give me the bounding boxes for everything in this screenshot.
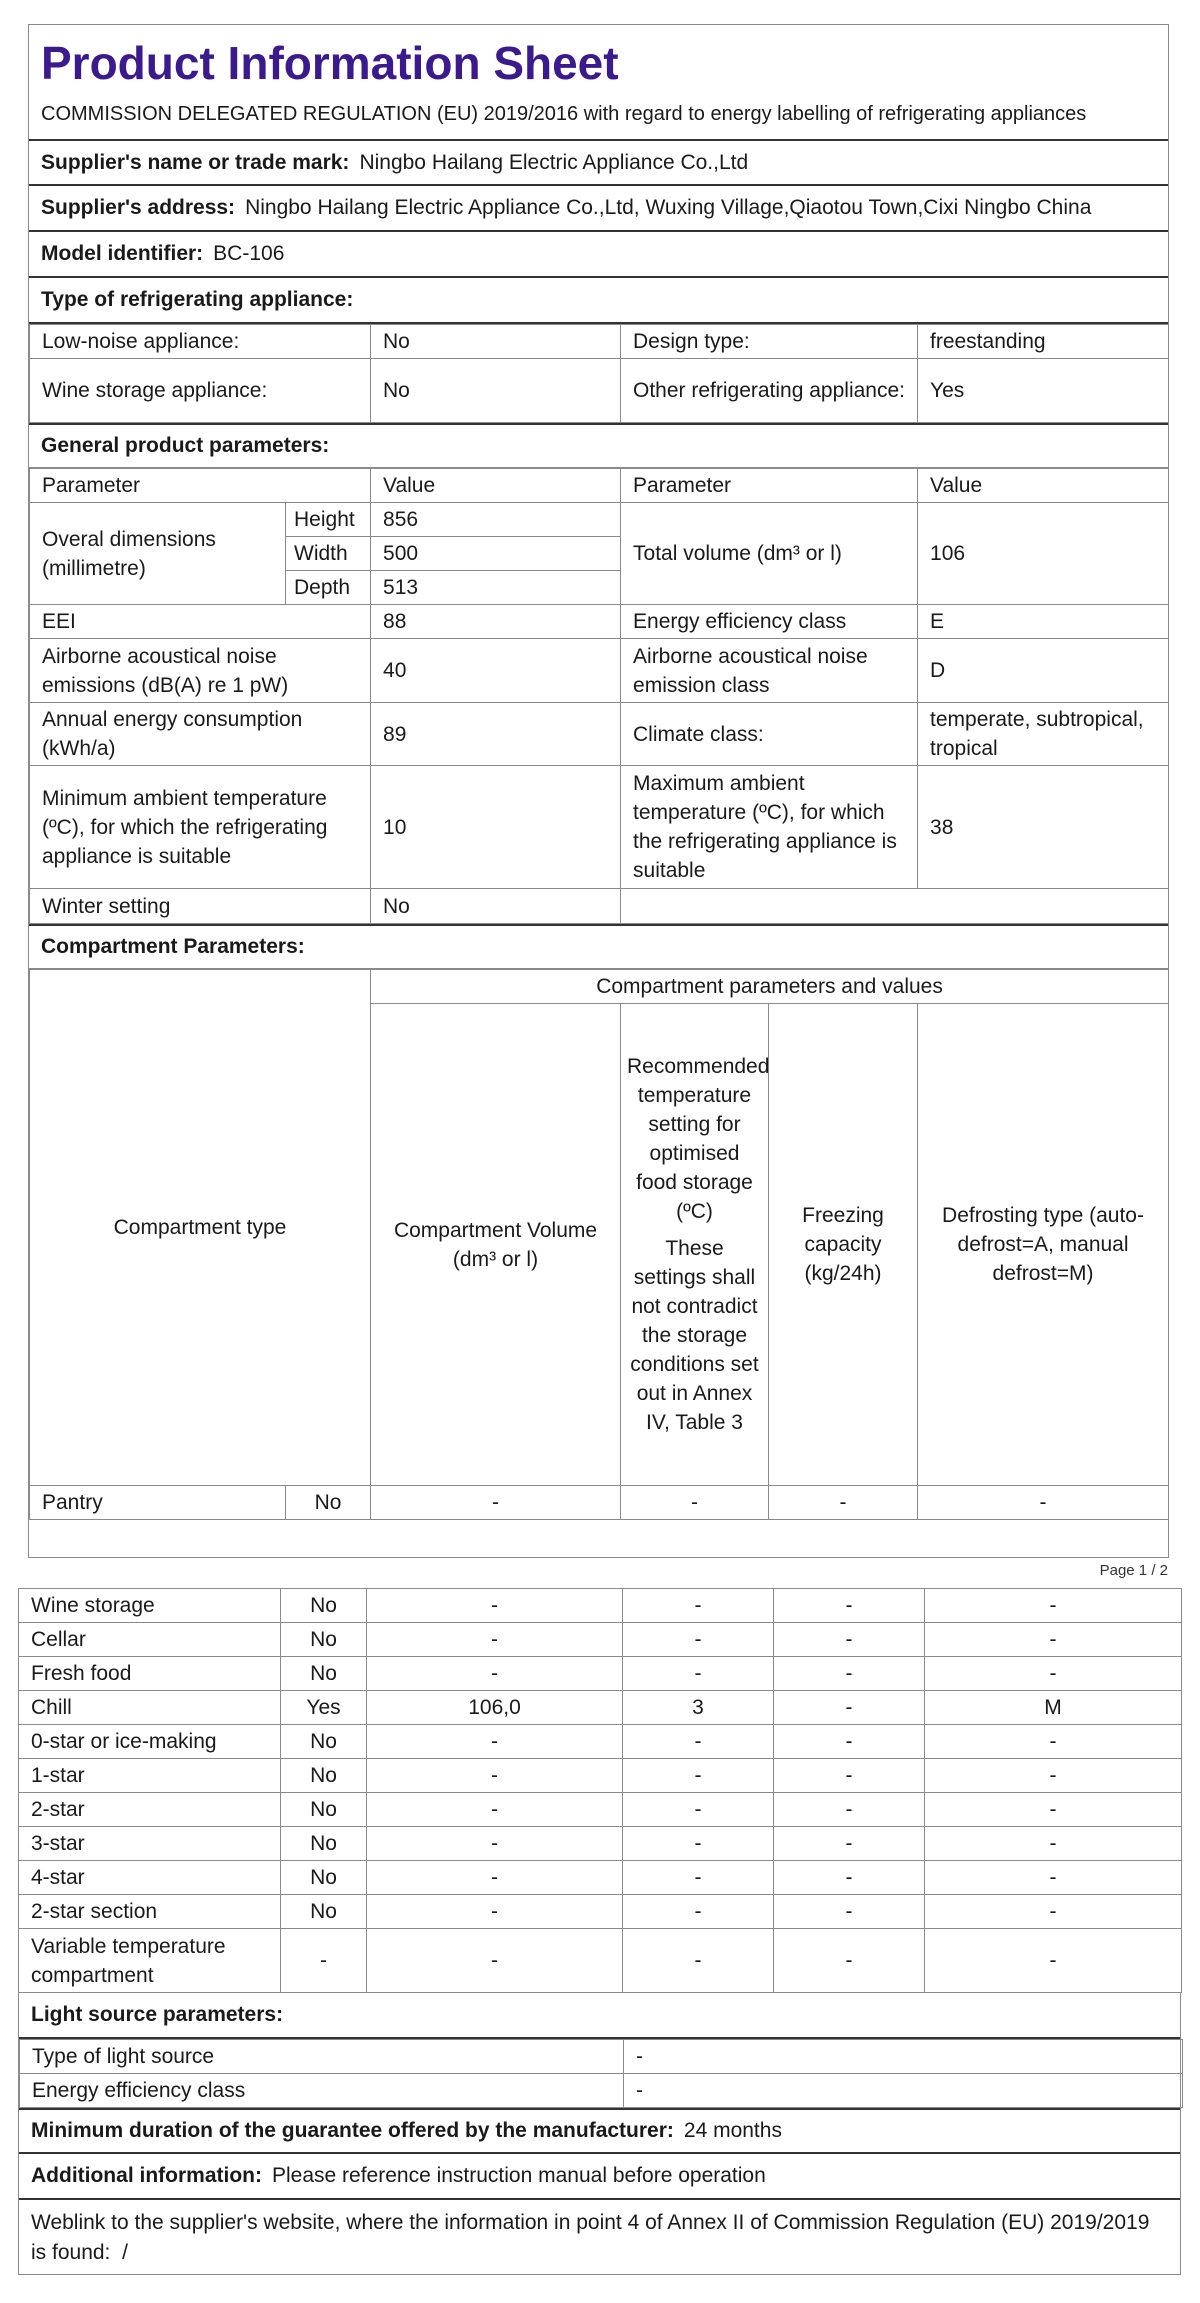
regulation-subtitle: COMMISSION DELEGATED REGULATION (EU) 2019/2016 with regard to energy labelling of refrigerating appliances: [41, 103, 1087, 125]
noise-class-label: Airborne acoustical noise emission class: [621, 639, 918, 703]
compartment-freeze: -: [774, 1861, 925, 1895]
climate-class-label: Climate class:: [621, 703, 918, 766]
table-row: [30, 359, 1169, 423]
page-one: [28, 24, 1169, 1558]
supplier-name-label: Supplier's name or trade mark:: [41, 150, 350, 174]
table-row: [30, 889, 1169, 924]
value-header: Value: [371, 469, 621, 503]
table-row: [19, 1623, 1182, 1657]
compartment-temp: -: [623, 1657, 774, 1691]
appliance-type-table: [29, 324, 1169, 423]
compartment-temp: 3: [623, 1691, 774, 1725]
compartment-vol: -: [367, 1589, 623, 1623]
table-row: [30, 703, 1169, 766]
compartment-present: No: [281, 1657, 367, 1691]
table-row: [19, 1589, 1182, 1623]
winter-setting-value: No: [371, 889, 621, 924]
compartment-vol: 106,0: [367, 1691, 623, 1725]
table-row: Pantry No - - - -: [30, 1486, 1169, 1520]
compartment-present: No: [281, 1759, 367, 1793]
document-header: [29, 25, 1168, 141]
model-identifier-value: BC-106: [213, 242, 285, 265]
compartment-defrost: -: [925, 1861, 1182, 1895]
compartment-name: Chill: [19, 1691, 281, 1725]
eei-label: EEI: [30, 605, 371, 639]
parameter-header: Parameter: [621, 469, 918, 503]
compartment-present: No: [281, 1895, 367, 1929]
compartment-defrost: M: [925, 1691, 1182, 1725]
compartment-name: Fresh food: [19, 1657, 281, 1691]
light-source-table: [19, 2039, 1183, 2108]
table-row: [30, 766, 1169, 889]
total-volume-label: Total volume (dm³ or l): [621, 503, 918, 605]
max-ambient-temp-value: 38: [918, 766, 1169, 889]
model-identifier-row: [29, 232, 1168, 278]
compartment-vol: -: [367, 1827, 623, 1861]
defrosting-type-header: Defrosting type (auto-defrost=A, manual defrost=M): [918, 1004, 1169, 1486]
light-class-label: Energy efficiency class: [20, 2074, 624, 2108]
annual-energy-label: Annual energy consumption (kWh/a): [30, 703, 371, 766]
supplier-address-label: Supplier's address:: [41, 196, 236, 219]
compartment-section-heading: Compartment Parameters:: [29, 924, 1168, 969]
guarantee-row: [19, 2108, 1180, 2154]
compartment-name: 2-star: [19, 1793, 281, 1827]
table-row: [19, 1691, 1182, 1725]
table-row: [19, 1929, 1182, 1993]
compartment-freeze: -: [774, 1895, 925, 1929]
freezing-capacity-header: Freezing capacity (kg/24h): [769, 1004, 918, 1486]
compartment-defrost: -: [925, 1657, 1182, 1691]
compartment-vol: -: [367, 1759, 623, 1793]
compartment-present: No: [281, 1623, 367, 1657]
weblink-row: [19, 2200, 1180, 2274]
compartment-defrost: -: [925, 1929, 1182, 1993]
compartment-temp: -: [623, 1589, 774, 1623]
compartment-present: No: [281, 1793, 367, 1827]
height-value: 856: [371, 503, 621, 537]
compartment-temp: -: [623, 1895, 774, 1929]
compartment-name: Variable temperature compartment: [19, 1929, 281, 1993]
page-title: Product Information Sheet: [41, 37, 619, 89]
compartment-temp: -: [623, 1725, 774, 1759]
depth-value: 513: [371, 571, 621, 605]
max-ambient-temp-label: Maximum ambient temperature (ºC), for which the refrigerating appliance is suitable: [621, 766, 918, 889]
compartment-defrost: -: [925, 1623, 1182, 1657]
table-row: [19, 1793, 1182, 1827]
compartment-type-header: Compartment type: [30, 970, 371, 1486]
compartment-vol: -: [367, 1861, 623, 1895]
compartment-name: Wine storage: [19, 1589, 281, 1623]
width-value: 500: [371, 537, 621, 571]
other-appliance-value: Yes: [918, 359, 1169, 423]
height-label: Height: [286, 503, 371, 537]
temperature-header: Recommended temperature setting for optimised food storage (ºC) These settings shall not contradict the storage conditions set out in Annex IV, Table 3: [621, 1004, 769, 1486]
supplier-name-value: Ningbo Hailang Electric Appliance Co.,Ltd: [359, 150, 749, 174]
compartment-defrost: -: [925, 1827, 1182, 1861]
climate-class-value: temperate, subtropical, tropical: [918, 703, 1169, 766]
wine-storage-value: No: [371, 359, 621, 423]
table-row: [30, 503, 1169, 537]
design-type-label: Design type:: [621, 325, 918, 359]
supplier-name-row: [29, 141, 1168, 186]
additional-info-row: [19, 2154, 1180, 2200]
compartment-present: No: [281, 1589, 367, 1623]
compartment-freeze: -: [774, 1793, 925, 1827]
table-row: [30, 325, 1169, 359]
parameter-header: Parameter: [30, 469, 371, 503]
general-parameters-table: [29, 468, 1169, 924]
compartment-vol: -: [367, 1623, 623, 1657]
compartment-temp: -: [623, 1827, 774, 1861]
compartment-freeze: -: [774, 1725, 925, 1759]
noise-class-value: D: [918, 639, 1169, 703]
light-section: [18, 1993, 1181, 2275]
compartment-freeze: -: [774, 1623, 925, 1657]
energy-class-value: E: [918, 605, 1169, 639]
page-two: [18, 1588, 1181, 2278]
compartment-table-page1: [29, 969, 1169, 1520]
compartment-defrost: -: [925, 1895, 1182, 1929]
eei-value: 88: [371, 605, 621, 639]
table-row: [30, 970, 1169, 1004]
compartment-table-page2: [18, 1588, 1182, 1993]
table-row: [19, 1827, 1182, 1861]
compartment-defrost: -: [925, 1725, 1182, 1759]
table-row: [20, 2040, 1183, 2074]
table-row: [19, 1861, 1182, 1895]
min-ambient-temp-label: Minimum ambient temperature (ºC), for which the refrigerating appliance is suitable: [30, 766, 371, 889]
compartment-present: -: [281, 1929, 367, 1993]
weblink-value[interactable]: /: [122, 2241, 128, 2264]
compartment-present: No: [286, 1486, 371, 1520]
table-row: [19, 1725, 1182, 1759]
energy-class-label: Energy efficiency class: [621, 605, 918, 639]
compartment-freeze: -: [774, 1657, 925, 1691]
volume-header: Compartment Volume (dm³ or l): [371, 1004, 621, 1486]
table-row: [20, 2074, 1183, 2108]
type-section-heading: Type of refrigerating appliance:: [29, 278, 1168, 324]
model-identifier-label: Model identifier:: [41, 242, 204, 265]
weblink-text: Weblink to the supplier's website, where the information in point 4 of Annex II of Commission Regulation (EU) 2019/2019 is found:: [31, 2211, 1150, 2264]
compartment-name: 0-star or ice-making: [19, 1725, 281, 1759]
table-row: [30, 639, 1169, 703]
compartment-freeze: -: [774, 1691, 925, 1725]
light-type-value: -: [624, 2040, 1183, 2074]
compartment-defrost: -: [925, 1759, 1182, 1793]
supplier-address-value: Ningbo Hailang Electric Appliance Co.,Ltd, Wuxing Village,Qiaotou Town,Cixi Ningbo China: [245, 196, 1092, 219]
compartment-name: 3-star: [19, 1827, 281, 1861]
additional-info-value: Please reference instruction manual before operation: [271, 2164, 766, 2187]
winter-setting-label: Winter setting: [30, 889, 371, 924]
general-section-heading: General product parameters:: [29, 423, 1168, 468]
light-type-label: Type of light source: [20, 2040, 624, 2074]
wine-storage-label: Wine storage appliance:: [30, 359, 371, 423]
width-label: Width: [286, 537, 371, 571]
compartment-vol: -: [367, 1657, 623, 1691]
total-volume-value: 106: [918, 503, 1169, 605]
low-noise-value: No: [371, 325, 621, 359]
depth-label: Depth: [286, 571, 371, 605]
annual-energy-value: 89: [371, 703, 621, 766]
table-row: [19, 1759, 1182, 1793]
table-row: [19, 1895, 1182, 1929]
compartment-group-header: Compartment parameters and values: [371, 970, 1169, 1004]
compartment-temp: -: [623, 1929, 774, 1993]
compartment-vol: -: [367, 1793, 623, 1827]
compartment-present: No: [281, 1725, 367, 1759]
guarantee-value: 24 months: [683, 2119, 782, 2142]
compartment-name: 4-star: [19, 1861, 281, 1895]
compartment-name: Cellar: [19, 1623, 281, 1657]
compartment-vol: -: [367, 1725, 623, 1759]
light-section-heading: Light source parameters:: [19, 1993, 1180, 2039]
min-ambient-temp-value: 10: [371, 766, 621, 889]
compartment-freeze: -: [774, 1589, 925, 1623]
table-row: [19, 1657, 1182, 1691]
other-appliance-label: Other refrigerating appliance:: [621, 359, 918, 423]
compartment-defrost: -: [925, 1589, 1182, 1623]
low-noise-label: Low-noise appliance:: [30, 325, 371, 359]
table-row: [30, 605, 1169, 639]
compartment-vol: -: [367, 1929, 623, 1993]
compartment-present: No: [281, 1861, 367, 1895]
supplier-address-row: [29, 186, 1168, 232]
additional-info-label: Additional information:: [31, 2164, 262, 2187]
compartment-defrost: -: [925, 1793, 1182, 1827]
compartment-vol: -: [367, 1895, 623, 1929]
page-number: Page 1 / 2: [1099, 1562, 1168, 1579]
compartment-present: No: [281, 1827, 367, 1861]
compartment-name: 1-star: [19, 1759, 281, 1793]
compartment-name: 2-star section: [19, 1895, 281, 1929]
guarantee-label: Minimum duration of the guarantee offered by the manufacturer:: [31, 2119, 674, 2142]
compartment-temp: -: [623, 1759, 774, 1793]
table-row: [30, 469, 1169, 503]
compartment-present: Yes: [281, 1691, 367, 1725]
compartment-freeze: -: [774, 1827, 925, 1861]
compartment-temp: -: [623, 1861, 774, 1895]
value-header: Value: [918, 469, 1169, 503]
compartment-name: Pantry: [30, 1486, 286, 1520]
dimensions-label: Overal dimensions (millimetre): [30, 503, 286, 605]
compartment-freeze: -: [774, 1759, 925, 1793]
compartment-temp: -: [623, 1623, 774, 1657]
light-class-value: -: [624, 2074, 1183, 2108]
noise-emissions-label: Airborne acoustical noise emissions (dB(A) re 1 pW): [30, 639, 371, 703]
noise-emissions-value: 40: [371, 639, 621, 703]
design-type-value: freestanding: [918, 325, 1169, 359]
compartment-temp: -: [623, 1793, 774, 1827]
compartment-freeze: -: [774, 1929, 925, 1993]
